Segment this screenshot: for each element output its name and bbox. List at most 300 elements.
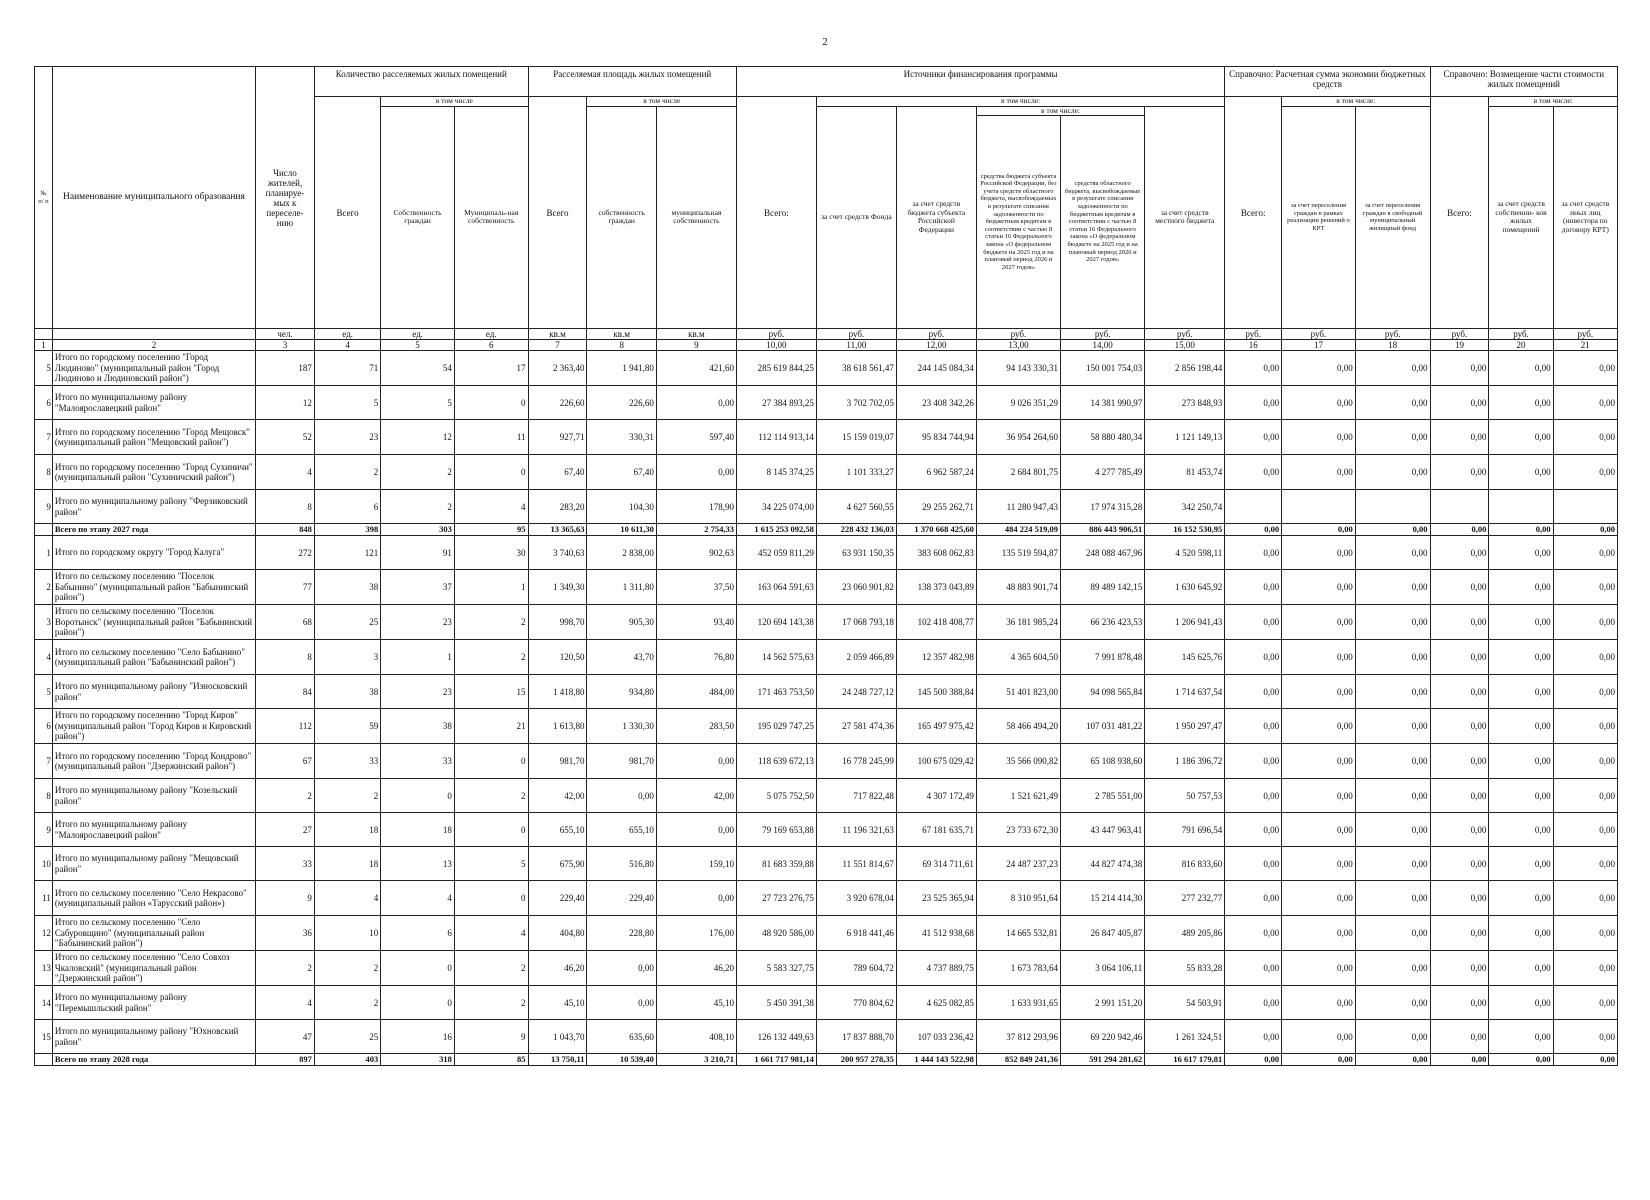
value-cell: 2 bbox=[454, 779, 528, 813]
value-cell: 0,00 bbox=[1430, 455, 1489, 490]
value-cell: 0,00 bbox=[1225, 916, 1282, 951]
value-cell: 848 bbox=[256, 524, 315, 536]
row-number: 5 bbox=[35, 351, 53, 386]
header-regional-released: средства областного бюджета, высвобождаемые в результате списания задолженности по бюджетным кредитам в соответствии с частью 8 статьи 16 Федерального закона «О федеральном бюджете на 2025 год и на плановый период 2026 и 2027 годов» bbox=[1061, 116, 1145, 329]
value-cell: 0,00 bbox=[1489, 675, 1553, 709]
municipality-name: Всего по этапу 2028 года bbox=[52, 1054, 255, 1066]
value-cell: 0,00 bbox=[656, 813, 736, 847]
value-cell: 0,00 bbox=[1225, 1020, 1282, 1054]
value-cell: 17 bbox=[454, 351, 528, 386]
value-cell: 0,00 bbox=[1282, 536, 1356, 570]
header-premises-count: Количество расселяемых жилых помещений bbox=[314, 67, 528, 97]
value-cell: 0,00 bbox=[1225, 605, 1282, 640]
value-cell: 9 026 351,29 bbox=[976, 386, 1060, 420]
value-cell: 0,00 bbox=[1355, 916, 1430, 951]
header-comp-owners: за счет средств собственни- ков жилых помещений bbox=[1489, 106, 1553, 329]
value-cell: 1 043,70 bbox=[528, 1020, 587, 1054]
value-cell: 59 bbox=[314, 709, 380, 744]
value-cell: 0,00 bbox=[1489, 813, 1553, 847]
unit-cell: руб. bbox=[1225, 329, 1282, 340]
value-cell: 23 733 672,30 bbox=[976, 813, 1060, 847]
value-cell: 2 bbox=[454, 640, 528, 675]
value-cell: 135 519 594,87 bbox=[976, 536, 1060, 570]
value-cell: 404,80 bbox=[528, 916, 587, 951]
value-cell: 25 bbox=[314, 605, 380, 640]
value-cell: 43,70 bbox=[587, 640, 656, 675]
value-cell: 48 883 901,74 bbox=[976, 570, 1060, 605]
value-cell: 283,20 bbox=[528, 490, 587, 524]
value-cell: 47 bbox=[256, 1020, 315, 1054]
value-cell: 0,00 bbox=[1225, 386, 1282, 420]
value-cell: 2 785 551,00 bbox=[1061, 779, 1145, 813]
header-econ-total: Всего: bbox=[1225, 97, 1282, 329]
value-cell: 11 280 947,43 bbox=[976, 490, 1060, 524]
unit-cell: руб. bbox=[1489, 329, 1553, 340]
value-cell: 171 463 753,50 bbox=[736, 675, 816, 709]
value-cell: 0,00 bbox=[1355, 420, 1430, 455]
unit-cell: ед. bbox=[454, 329, 528, 340]
value-cell: 66 236 423,53 bbox=[1061, 605, 1145, 640]
value-cell: 0,00 bbox=[656, 386, 736, 420]
value-cell: 95 bbox=[454, 524, 528, 536]
value-cell: 0,00 bbox=[1225, 744, 1282, 779]
value-cell: 0,00 bbox=[1355, 881, 1430, 916]
value-cell: 0,00 bbox=[656, 455, 736, 490]
value-cell: 1 121 149,13 bbox=[1145, 420, 1225, 455]
value-cell: 1 521 621,49 bbox=[976, 779, 1060, 813]
municipality-name: Итого по муниципальному району "Износковский район" bbox=[52, 675, 255, 709]
value-cell: 187 bbox=[256, 351, 315, 386]
value-cell: 0,00 bbox=[1553, 881, 1617, 916]
value-cell: 2 bbox=[454, 951, 528, 986]
value-cell: 23 408 342,26 bbox=[896, 386, 976, 420]
value-cell: 16 617 179,81 bbox=[1145, 1054, 1225, 1066]
value-cell: 0,00 bbox=[1553, 779, 1617, 813]
header-municipality: Наименование муниципального образования bbox=[52, 67, 255, 329]
value-cell: 69 220 942,46 bbox=[1061, 1020, 1145, 1054]
value-cell: 0,00 bbox=[1489, 1020, 1553, 1054]
row-number: 8 bbox=[35, 779, 53, 813]
value-cell: 886 443 906,51 bbox=[1061, 524, 1145, 536]
value-cell: 0,00 bbox=[1282, 605, 1356, 640]
value-cell: 0,00 bbox=[1430, 1054, 1489, 1066]
value-cell: 0,00 bbox=[1282, 524, 1356, 536]
value-cell: 0,00 bbox=[1489, 951, 1553, 986]
value-cell: 0,00 bbox=[1553, 744, 1617, 779]
municipality-name: Итого по сельскому поселению "Село Совхоз Чкаловский" (муниципальный район "Дзержинский район") bbox=[52, 951, 255, 986]
value-cell: 0,00 bbox=[1225, 881, 1282, 916]
value-cell: 5 bbox=[314, 386, 380, 420]
header-area-municipal: муниципальная собственность bbox=[656, 106, 736, 329]
value-cell: 145 500 388,84 bbox=[896, 675, 976, 709]
column-index-cell: 15,00 bbox=[1145, 340, 1225, 351]
value-cell: 0,00 bbox=[1430, 640, 1489, 675]
value-cell: 905,30 bbox=[587, 605, 656, 640]
value-cell: 998,70 bbox=[528, 605, 587, 640]
value-cell: 8 bbox=[256, 640, 315, 675]
value-cell: 4 520 598,11 bbox=[1145, 536, 1225, 570]
value-cell: 283,50 bbox=[656, 709, 736, 744]
value-cell: 229,40 bbox=[528, 881, 587, 916]
value-cell: 94 098 565,84 bbox=[1061, 675, 1145, 709]
value-cell: 0,00 bbox=[1225, 675, 1282, 709]
value-cell: 4 277 785,49 bbox=[1061, 455, 1145, 490]
value-cell: 95 834 744,94 bbox=[896, 420, 976, 455]
value-cell: 318 bbox=[381, 1054, 455, 1066]
value-cell: 102 418 408,77 bbox=[896, 605, 976, 640]
row-number: 7 bbox=[35, 420, 53, 455]
value-cell: 65 108 938,60 bbox=[1061, 744, 1145, 779]
value-cell: 0,00 bbox=[1489, 524, 1553, 536]
value-cell: 229,40 bbox=[587, 881, 656, 916]
row-number: 12 bbox=[35, 916, 53, 951]
value-cell: 272 bbox=[256, 536, 315, 570]
value-cell: 118 639 672,13 bbox=[736, 744, 816, 779]
value-cell: 0,00 bbox=[1282, 951, 1356, 986]
value-cell: 4 bbox=[381, 881, 455, 916]
value-cell: 1 370 668 425,60 bbox=[896, 524, 976, 536]
value-cell: 0,00 bbox=[1553, 570, 1617, 605]
value-cell: 91 bbox=[381, 536, 455, 570]
municipality-name: Итого по муниципальному району "Козельский район" bbox=[52, 779, 255, 813]
value-cell: 13 bbox=[381, 847, 455, 881]
unit-cell: руб. bbox=[1145, 329, 1225, 340]
header-compensation: Справочно: Возмещение части стоимости жилых помещений bbox=[1430, 67, 1618, 97]
value-cell: 4 bbox=[256, 455, 315, 490]
header-econ-krt: за счет переселения граждан в рамках реализации решений о КРТ bbox=[1282, 106, 1356, 329]
value-cell bbox=[1489, 490, 1553, 524]
value-cell: 0 bbox=[381, 779, 455, 813]
value-cell: 0,00 bbox=[1282, 386, 1356, 420]
value-cell: 27 384 893,25 bbox=[736, 386, 816, 420]
value-cell: 14 381 990,97 bbox=[1061, 386, 1145, 420]
value-cell bbox=[1225, 490, 1282, 524]
value-cell: 0,00 bbox=[1282, 351, 1356, 386]
value-cell: 2 754,33 bbox=[656, 524, 736, 536]
value-cell: 0,00 bbox=[1355, 386, 1430, 420]
value-cell: 34 225 074,00 bbox=[736, 490, 816, 524]
value-cell: 2 363,40 bbox=[528, 351, 587, 386]
value-cell: 63 931 150,35 bbox=[816, 536, 896, 570]
value-cell: 1 615 253 092,58 bbox=[736, 524, 816, 536]
value-cell: 4 627 560,55 bbox=[816, 490, 896, 524]
value-cell: 0,00 bbox=[587, 986, 656, 1020]
value-cell: 816 833,60 bbox=[1145, 847, 1225, 881]
value-cell: 398 bbox=[314, 524, 380, 536]
value-cell: 0,00 bbox=[1553, 455, 1617, 490]
value-cell: 421,60 bbox=[656, 351, 736, 386]
value-cell: 0,00 bbox=[1553, 605, 1617, 640]
unit-cell: руб. bbox=[1430, 329, 1489, 340]
column-index-cell: 18 bbox=[1355, 340, 1430, 351]
value-cell: 1 bbox=[381, 640, 455, 675]
value-cell: 10 539,40 bbox=[587, 1054, 656, 1066]
value-cell: 0,00 bbox=[1430, 570, 1489, 605]
value-cell: 6 918 441,46 bbox=[816, 916, 896, 951]
value-cell: 18 bbox=[381, 813, 455, 847]
value-cell: 37,50 bbox=[656, 570, 736, 605]
row-number: 6 bbox=[35, 386, 53, 420]
unit-cell: руб. bbox=[736, 329, 816, 340]
value-cell: 0,00 bbox=[1355, 709, 1430, 744]
value-cell: 94 143 330,31 bbox=[976, 351, 1060, 386]
value-cell: 277 232,77 bbox=[1145, 881, 1225, 916]
unit-cell: руб. bbox=[816, 329, 896, 340]
value-cell: 112 bbox=[256, 709, 315, 744]
value-cell: 46,20 bbox=[656, 951, 736, 986]
value-cell: 38 bbox=[314, 675, 380, 709]
header-count-citizens: Собственность граждан bbox=[381, 106, 455, 329]
header-financing: Источники финансирования программы bbox=[736, 67, 1224, 97]
value-cell: 37 812 293,96 bbox=[976, 1020, 1060, 1054]
value-cell: 0,00 bbox=[1430, 420, 1489, 455]
value-cell: 2 bbox=[454, 986, 528, 1020]
column-index-cell: 19 bbox=[1430, 340, 1489, 351]
unit-cell: ед. bbox=[381, 329, 455, 340]
value-cell: 9 bbox=[256, 881, 315, 916]
value-cell: 0,00 bbox=[1282, 779, 1356, 813]
column-index-cell: 11,00 bbox=[816, 340, 896, 351]
value-cell: 0,00 bbox=[1225, 813, 1282, 847]
value-cell: 0,00 bbox=[1489, 744, 1553, 779]
value-cell: 0 bbox=[454, 881, 528, 916]
header-num: № п/ п bbox=[35, 67, 53, 329]
header-area-incl: в том числе bbox=[587, 97, 736, 107]
value-cell: 4 bbox=[314, 881, 380, 916]
value-cell: 12 bbox=[381, 420, 455, 455]
value-cell: 0,00 bbox=[1553, 1054, 1617, 1066]
value-cell: 2 bbox=[381, 455, 455, 490]
unit-cell: руб. bbox=[1061, 329, 1145, 340]
value-cell: 516,80 bbox=[587, 847, 656, 881]
column-index-cell: 17 bbox=[1282, 340, 1356, 351]
value-cell: 77 bbox=[256, 570, 315, 605]
value-cell: 3 740,63 bbox=[528, 536, 587, 570]
municipality-name: Итого по муниципальному району "Перемышльский район" bbox=[52, 986, 255, 1020]
value-cell: 0,00 bbox=[1553, 420, 1617, 455]
value-cell: 3 920 678,04 bbox=[816, 881, 896, 916]
value-cell: 27 bbox=[256, 813, 315, 847]
value-cell: 789 604,72 bbox=[816, 951, 896, 986]
header-comp-total: Всего: bbox=[1430, 97, 1489, 329]
value-cell: 5 583 327,75 bbox=[736, 951, 816, 986]
value-cell: 0,00 bbox=[1355, 1054, 1430, 1066]
value-cell: 0,00 bbox=[1430, 605, 1489, 640]
municipality-name: Итого по муниципальному району "Малоярославецкий район" bbox=[52, 813, 255, 847]
value-cell: 71 bbox=[314, 351, 380, 386]
value-cell: 4 bbox=[454, 490, 528, 524]
value-cell: 0,00 bbox=[1225, 1054, 1282, 1066]
header-econ-free-fund: за счет переселения граждан в свободный муниципальный жилищный фонд bbox=[1355, 106, 1430, 329]
page-number: 2 bbox=[822, 36, 828, 48]
row-number: 10 bbox=[35, 847, 53, 881]
value-cell: 0,00 bbox=[656, 744, 736, 779]
header-premises-area: Расселяемая площадь жилых помещений bbox=[528, 67, 736, 97]
value-cell: 489 205,86 bbox=[1145, 916, 1225, 951]
column-index-cell: 6 bbox=[454, 340, 528, 351]
value-cell: 0,00 bbox=[1225, 951, 1282, 986]
value-cell: 452 059 811,29 bbox=[736, 536, 816, 570]
value-cell: 0,00 bbox=[1430, 1020, 1489, 1054]
value-cell: 0,00 bbox=[1489, 779, 1553, 813]
unit-cell: руб. bbox=[1355, 329, 1430, 340]
value-cell: 37 bbox=[381, 570, 455, 605]
value-cell: 76,80 bbox=[656, 640, 736, 675]
table-row bbox=[35, 779, 1618, 813]
value-cell: 0,00 bbox=[1489, 570, 1553, 605]
value-cell: 0,00 bbox=[1225, 536, 1282, 570]
value-cell bbox=[1282, 490, 1356, 524]
row-number bbox=[35, 524, 53, 536]
value-cell: 54 bbox=[381, 351, 455, 386]
unit-cell: руб. bbox=[896, 329, 976, 340]
value-cell: 2 684 801,75 bbox=[976, 455, 1060, 490]
value-cell: 12 bbox=[256, 386, 315, 420]
table-row bbox=[35, 709, 1618, 744]
value-cell: 0,00 bbox=[1430, 986, 1489, 1020]
unit-cell: чел. bbox=[256, 329, 315, 340]
table-row bbox=[35, 490, 1618, 524]
value-cell: 2 bbox=[256, 779, 315, 813]
table-row bbox=[35, 1020, 1618, 1054]
header-area-citizens: собственность граждан bbox=[587, 106, 656, 329]
value-cell: 5 bbox=[454, 847, 528, 881]
value-cell: 383 608 062,83 bbox=[896, 536, 976, 570]
table-row bbox=[35, 847, 1618, 881]
value-cell: 0,00 bbox=[1282, 1054, 1356, 1066]
value-cell: 85 bbox=[454, 1054, 528, 1066]
value-cell: 1 311,80 bbox=[587, 570, 656, 605]
value-cell: 0 bbox=[381, 986, 455, 1020]
value-cell: 17 837 888,70 bbox=[816, 1020, 896, 1054]
value-cell: 16 152 530,95 bbox=[1145, 524, 1225, 536]
value-cell: 178,90 bbox=[656, 490, 736, 524]
row-number: 4 bbox=[35, 640, 53, 675]
header-subject-budget: за счет средств бюджета субъекта Российской Федерации bbox=[896, 106, 976, 329]
table-row bbox=[35, 951, 1618, 986]
value-cell: 1 418,80 bbox=[528, 675, 587, 709]
value-cell: 791 696,54 bbox=[1145, 813, 1225, 847]
value-cell: 67 181 635,71 bbox=[896, 813, 976, 847]
value-cell: 1 941,80 bbox=[587, 351, 656, 386]
table-row bbox=[35, 986, 1618, 1020]
unit-cell: руб. bbox=[1282, 329, 1356, 340]
value-cell: 2 bbox=[454, 605, 528, 640]
value-cell: 2 bbox=[256, 951, 315, 986]
value-cell: 15 159 019,07 bbox=[816, 420, 896, 455]
value-cell: 5 450 391,38 bbox=[736, 986, 816, 1020]
value-cell: 0,00 bbox=[1282, 640, 1356, 675]
value-cell: 981,70 bbox=[587, 744, 656, 779]
value-cell: 2 bbox=[314, 951, 380, 986]
value-cell: 635,60 bbox=[587, 1020, 656, 1054]
value-cell: 248 088 467,96 bbox=[1061, 536, 1145, 570]
value-cell: 0,00 bbox=[1553, 536, 1617, 570]
value-cell: 41 512 938,68 bbox=[896, 916, 976, 951]
value-cell: 403 bbox=[314, 1054, 380, 1066]
value-cell: 107 031 481,22 bbox=[1061, 709, 1145, 744]
value-cell: 46,20 bbox=[528, 951, 587, 986]
value-cell: 120,50 bbox=[528, 640, 587, 675]
value-cell: 0,00 bbox=[1282, 847, 1356, 881]
value-cell: 195 029 747,25 bbox=[736, 709, 816, 744]
value-cell: 42,00 bbox=[656, 779, 736, 813]
value-cell: 0,00 bbox=[1430, 536, 1489, 570]
value-cell: 24 248 727,12 bbox=[816, 675, 896, 709]
value-cell: 3 210,71 bbox=[656, 1054, 736, 1066]
column-index-cell: 21 bbox=[1553, 340, 1617, 351]
value-cell: 89 489 142,15 bbox=[1061, 570, 1145, 605]
value-cell: 176,00 bbox=[656, 916, 736, 951]
value-cell: 0,00 bbox=[1489, 916, 1553, 951]
value-cell: 52 bbox=[256, 420, 315, 455]
value-cell: 23 060 901,82 bbox=[816, 570, 896, 605]
value-cell: 0,00 bbox=[1430, 744, 1489, 779]
value-cell: 23 525 365,94 bbox=[896, 881, 976, 916]
header-area-total: Всего bbox=[528, 97, 587, 329]
header-local-budget: за счет средств местного бюджета bbox=[1145, 106, 1225, 329]
row-number: 9 bbox=[35, 813, 53, 847]
value-cell: 11 196 321,63 bbox=[816, 813, 896, 847]
municipality-name: Итого по муниципальному району "Ферзиковский район" bbox=[52, 490, 255, 524]
value-cell: 8 310 951,64 bbox=[976, 881, 1060, 916]
value-cell: 0 bbox=[454, 744, 528, 779]
municipality-name: Итого по сельскому поселению "Село Некрасово" (муниципальный район «Тарусский район») bbox=[52, 881, 255, 916]
header-count-total: Всего bbox=[314, 97, 380, 329]
value-cell: 0,00 bbox=[1430, 386, 1489, 420]
value-cell: 81 453,74 bbox=[1145, 455, 1225, 490]
municipality-name: Итого по муниципальному району "Малоярославецкий район" bbox=[52, 386, 255, 420]
value-cell: 67,40 bbox=[587, 455, 656, 490]
value-cell: 13 750,11 bbox=[528, 1054, 587, 1066]
value-cell: 27 723 276,75 bbox=[736, 881, 816, 916]
value-cell: 14 665 532,81 bbox=[976, 916, 1060, 951]
value-cell: 0,00 bbox=[1553, 675, 1617, 709]
column-index-cell: 16 bbox=[1225, 340, 1282, 351]
value-cell: 0,00 bbox=[587, 951, 656, 986]
municipality-name: Итого по городскому поселению "Город Киров" (муниципальный район "Город Киров и Кировский район") bbox=[52, 709, 255, 744]
value-cell: 138 373 043,89 bbox=[896, 570, 976, 605]
municipality-name: Итого по городскому поселению "Город Сухиничи" (муниципальный район "Сухиничский район") bbox=[52, 455, 255, 490]
row-number: 11 bbox=[35, 881, 53, 916]
row-number: 5 bbox=[35, 675, 53, 709]
value-cell: 330,31 bbox=[587, 420, 656, 455]
value-cell: 13 365,63 bbox=[528, 524, 587, 536]
column-index-cell: 1 bbox=[35, 340, 53, 351]
value-cell: 4 365 604,50 bbox=[976, 640, 1060, 675]
value-cell: 18 bbox=[314, 813, 380, 847]
table-row bbox=[35, 675, 1618, 709]
value-cell: 2 856 198,44 bbox=[1145, 351, 1225, 386]
value-cell: 0,00 bbox=[1355, 847, 1430, 881]
value-cell: 23 bbox=[381, 605, 455, 640]
value-cell: 1 330,30 bbox=[587, 709, 656, 744]
value-cell: 36 181 985,24 bbox=[976, 605, 1060, 640]
row-number bbox=[35, 1054, 53, 1066]
stage-total-row bbox=[35, 1054, 1618, 1066]
value-cell: 897 bbox=[256, 1054, 315, 1066]
value-cell: 6 bbox=[381, 916, 455, 951]
value-cell: 121 bbox=[314, 536, 380, 570]
value-cell: 4 bbox=[256, 986, 315, 1020]
value-cell: 38 bbox=[381, 709, 455, 744]
value-cell: 0 bbox=[454, 455, 528, 490]
value-cell: 0,00 bbox=[1489, 1054, 1553, 1066]
value-cell: 35 566 090,82 bbox=[976, 744, 1060, 779]
header-count-municipal: Муниципаль-ная собственность bbox=[454, 106, 528, 329]
value-cell: 408,10 bbox=[656, 1020, 736, 1054]
value-cell: 11 551 814,67 bbox=[816, 847, 896, 881]
